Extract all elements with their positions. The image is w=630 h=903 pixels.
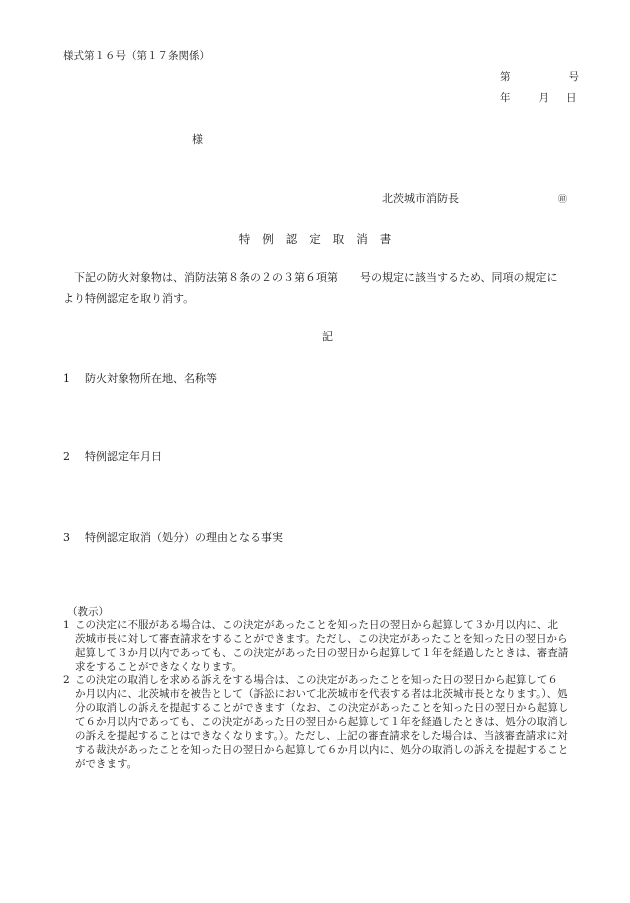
date-month: 月 xyxy=(538,92,549,104)
notice-number: 2 xyxy=(63,674,70,686)
item-number: 1 xyxy=(63,372,70,385)
item-cancellation-reason xyxy=(63,530,283,546)
item-label: 特例認定取消（処分）の理由となる事実 xyxy=(85,531,283,544)
number-prefix: 第 xyxy=(500,71,511,83)
notice-line: ができます。 xyxy=(75,758,138,770)
title-char: 例 xyxy=(262,232,274,246)
body-text-part1: 下記の防火対象物は、消防法第８条の２の３第６項第 xyxy=(74,271,338,284)
notice-line: する裁決があったことを知った日の翌日から起算して６か月以内に、処分の取消しの訴えを提起すること xyxy=(75,744,569,756)
notice-line: 求をすることができなくなります。 xyxy=(75,661,243,673)
title-char: 消 xyxy=(356,232,368,246)
issuer-name: 北茨城市消防長 xyxy=(382,192,459,205)
item-number: 3 xyxy=(63,531,70,544)
form-label: 様式第１６号（第１７条関係） xyxy=(63,50,210,62)
date-day: 日 xyxy=(566,92,577,104)
item-location-name xyxy=(63,371,217,387)
item-label: 防火対象物所在地、名称等 xyxy=(85,372,217,385)
ki-heading: 記 xyxy=(322,330,333,343)
title-char: 特 xyxy=(238,232,251,246)
notice-paragraph-1 xyxy=(63,618,599,674)
date-year: 年 xyxy=(500,92,511,104)
notice-line: 分の取消しの訴えを提起することができます（なお、この決定があったことを知った日の翌日から起算し xyxy=(75,702,569,714)
seal-mark: ㊞ xyxy=(558,195,568,205)
notice-number: 1 xyxy=(63,619,70,631)
notice-heading: （教示） xyxy=(67,606,109,618)
notice-line: の訴えを提起することはできなくなります。）。ただし、上記の審査請求をした場合は、当該審査請求に対 xyxy=(75,730,568,742)
body-text-part2: 号の規定に該当するため、同項の規定に xyxy=(360,271,558,284)
notice-line: 茨城市長に対して審査請求をすることができます。ただし、この決定があったことを知った日の翌日から xyxy=(75,633,568,645)
item-certification-date xyxy=(63,449,162,465)
title-char: 定 xyxy=(309,232,321,246)
title-char: 書 xyxy=(379,232,392,246)
body-text-line2: より特例認定を取り消す。 xyxy=(63,292,195,305)
notice-paragraph-2 xyxy=(63,673,599,771)
item-number: 2 xyxy=(63,450,70,463)
document-number xyxy=(500,70,579,84)
notice-line: 起算して３か月以内であっても、この決定があった日の翌日から起算して１年を経過したときは、審査請 xyxy=(75,647,569,659)
body-text-line1 xyxy=(74,270,558,286)
notice-line: て６か月以内であっても、この決定があった日の翌日から起算して１年を経過したときは、処分の取消し xyxy=(75,716,569,728)
notice-line: この決定に不服がある場合は、この決定があったことを知った日の翌日から起算して３か月以内に、北 xyxy=(75,619,558,631)
document-title xyxy=(0,231,630,247)
notice-line: この決定の取消しを求める訴えをする場合は、この決定があったことを知った日の翌日から起算して６ xyxy=(75,674,558,686)
document-date xyxy=(500,91,577,105)
number-suffix: 号 xyxy=(568,71,579,83)
item-label: 特例認定年月日 xyxy=(85,450,162,463)
title-char: 認 xyxy=(285,232,298,246)
notice-line: か月以内に、北茨城市を被告として（訴訟において北茨城市を代表する者は北茨城市長となります。）、処 xyxy=(75,688,568,700)
recipient-honorific: 様 xyxy=(192,133,203,146)
title-char: 取 xyxy=(332,232,345,246)
